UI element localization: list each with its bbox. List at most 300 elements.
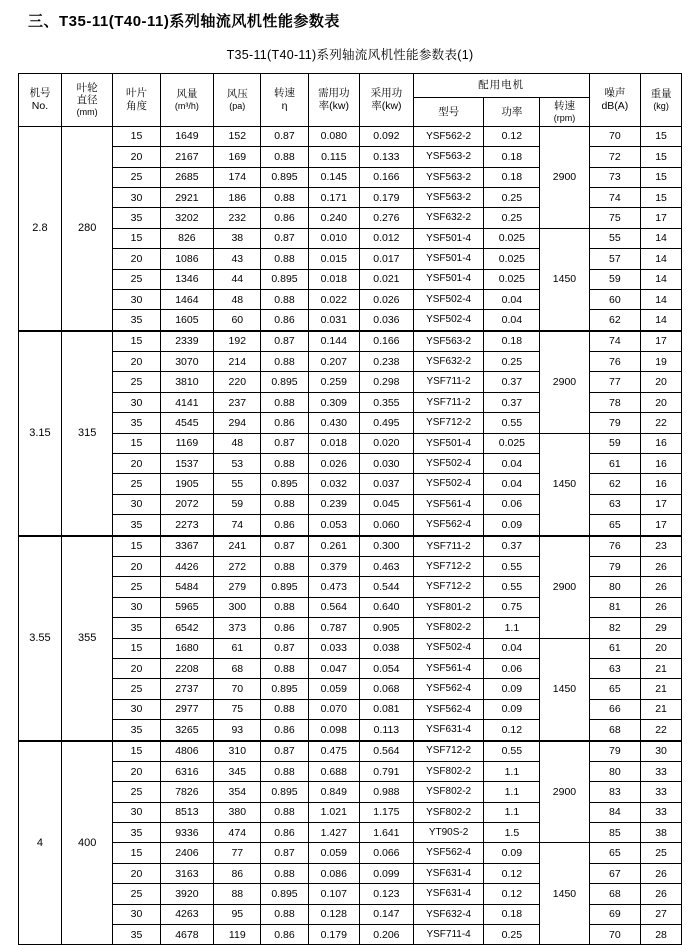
cell-required-power: 0.564 <box>308 597 359 617</box>
section-title: 三、T35-11(T40-11)系列轴流风机性能参数表 <box>28 13 340 30</box>
cell-pressure: 48 <box>214 289 261 309</box>
header-adopt-power <box>360 74 414 127</box>
cell-adopt-power: 0.060 <box>360 515 414 536</box>
cell-flow: 6542 <box>160 618 214 638</box>
cell-noise: 68 <box>589 884 640 904</box>
cell-adopt-power: 0.495 <box>360 413 414 433</box>
cell-efficiency: 0.87 <box>261 228 308 248</box>
cell-flow: 2406 <box>160 843 214 863</box>
cell-weight: 22 <box>641 720 682 741</box>
cell-pressure: 152 <box>214 126 261 146</box>
cell-impeller-diameter: 280 <box>61 126 112 330</box>
cell-motor-power: 0.25 <box>484 208 540 228</box>
cell-flow: 1905 <box>160 474 214 494</box>
cell-motor-power: 0.12 <box>484 720 540 741</box>
cell-noise: 80 <box>589 577 640 597</box>
cell-machine-no: 2.8 <box>19 126 62 330</box>
cell-pressure: 61 <box>214 638 261 658</box>
cell-motor-model: YSF502-4 <box>413 638 484 658</box>
cell-motor-model: YSF502-4 <box>413 454 484 474</box>
cell-motor-model: YSF802-2 <box>413 618 484 638</box>
cell-pressure: 74 <box>214 515 261 536</box>
cell-adopt-power: 0.026 <box>360 289 414 309</box>
cell-noise: 70 <box>589 126 640 146</box>
cell-weight: 15 <box>641 147 682 167</box>
cell-required-power: 0.128 <box>308 904 359 924</box>
cell-required-power: 0.053 <box>308 515 359 536</box>
cell-pressure: 237 <box>214 392 261 412</box>
cell-weight: 15 <box>641 167 682 187</box>
cell-required-power: 1.021 <box>308 802 359 822</box>
header-weight <box>641 74 682 127</box>
cell-machine-no: 3.15 <box>19 331 62 536</box>
cell-noise: 62 <box>589 474 640 494</box>
cell-weight: 28 <box>641 925 682 945</box>
cell-motor-speed: 1450 <box>540 228 589 330</box>
cell-weight: 27 <box>641 904 682 924</box>
header-machine-no-line2: No. <box>31 99 49 112</box>
cell-blade-angle: 35 <box>113 925 160 945</box>
cell-motor-speed: 2900 <box>540 741 589 843</box>
cell-flow: 1086 <box>160 249 214 269</box>
cell-motor-power: 0.04 <box>484 289 540 309</box>
cell-efficiency: 0.86 <box>261 823 308 843</box>
cell-required-power: 0.261 <box>308 536 359 557</box>
cell-motor-speed: 1450 <box>540 433 589 535</box>
cell-adopt-power: 0.544 <box>360 577 414 597</box>
cell-weight: 16 <box>641 454 682 474</box>
cell-flow: 1649 <box>160 126 214 146</box>
cell-weight: 26 <box>641 556 682 576</box>
header-noise-line1: 噪声 <box>604 87 626 100</box>
cell-noise: 61 <box>589 638 640 658</box>
cell-pressure: 119 <box>214 925 261 945</box>
cell-efficiency: 0.87 <box>261 331 308 352</box>
cell-adopt-power: 0.905 <box>360 618 414 638</box>
cell-weight: 22 <box>641 413 682 433</box>
cell-blade-angle: 30 <box>113 392 160 412</box>
table-row <box>19 843 682 863</box>
cell-motor-power: 0.18 <box>484 167 540 187</box>
table-caption: T35-11(T40-11)系列轴流风机性能参数表(1) <box>226 48 474 62</box>
cell-blade-angle: 25 <box>113 577 160 597</box>
cell-motor-power: 0.04 <box>484 310 540 331</box>
cell-noise: 83 <box>589 782 640 802</box>
cell-flow: 2339 <box>160 331 214 352</box>
cell-motor-model: YSF802-2 <box>413 782 484 802</box>
cell-required-power: 0.240 <box>308 208 359 228</box>
cell-flow: 3070 <box>160 352 214 372</box>
cell-flow: 2977 <box>160 699 214 719</box>
cell-weight: 29 <box>641 618 682 638</box>
cell-flow: 2208 <box>160 658 214 678</box>
cell-weight: 16 <box>641 474 682 494</box>
cell-efficiency: 0.88 <box>261 802 308 822</box>
cell-blade-angle: 15 <box>113 843 160 863</box>
cell-motor-model: YSF711-2 <box>413 392 484 412</box>
cell-required-power: 0.688 <box>308 761 359 781</box>
cell-motor-power: 0.04 <box>484 454 540 474</box>
cell-efficiency: 0.88 <box>261 761 308 781</box>
header-impeller-unit: (mm) <box>76 107 98 118</box>
cell-motor-speed: 2900 <box>540 126 589 228</box>
cell-noise: 77 <box>589 372 640 392</box>
cell-noise: 68 <box>589 720 640 741</box>
header-speed-line2: η <box>281 99 288 112</box>
cell-adopt-power: 0.300 <box>360 536 414 557</box>
cell-weight: 15 <box>641 126 682 146</box>
cell-pressure: 354 <box>214 782 261 802</box>
cell-noise: 63 <box>589 494 640 514</box>
cell-adopt-power: 0.179 <box>360 187 414 207</box>
cell-pressure: 59 <box>214 494 261 514</box>
cell-blade-angle: 30 <box>113 802 160 822</box>
cell-required-power: 0.015 <box>308 249 359 269</box>
cell-pressure: 43 <box>214 249 261 269</box>
cell-motor-power: 1.1 <box>484 618 540 638</box>
cell-required-power: 0.026 <box>308 454 359 474</box>
cell-noise: 80 <box>589 761 640 781</box>
cell-flow: 6316 <box>160 761 214 781</box>
cell-blade-angle: 15 <box>113 741 160 762</box>
cell-motor-model: YSF802-2 <box>413 761 484 781</box>
cell-motor-model: YSF632-2 <box>413 208 484 228</box>
cell-efficiency: 0.86 <box>261 925 308 945</box>
cell-adopt-power: 0.021 <box>360 269 414 289</box>
cell-motor-power: 0.75 <box>484 597 540 617</box>
cell-blade-angle: 15 <box>113 331 160 352</box>
cell-required-power: 0.070 <box>308 699 359 719</box>
cell-motor-model: YSF563-2 <box>413 331 484 352</box>
cell-motor-model: YSF711-2 <box>413 372 484 392</box>
cell-efficiency: 0.895 <box>261 577 308 597</box>
header-motor-speed-line1: 转速 <box>553 100 575 113</box>
cell-blade-angle: 25 <box>113 679 160 699</box>
cell-pressure: 474 <box>214 823 261 843</box>
cell-weight: 21 <box>641 658 682 678</box>
cell-required-power: 0.115 <box>308 147 359 167</box>
header-flow-line1: 风量 <box>176 88 198 101</box>
cell-motor-model: YSF712-2 <box>413 556 484 576</box>
cell-efficiency: 0.87 <box>261 126 308 146</box>
cell-pressure: 220 <box>214 372 261 392</box>
cell-required-power: 0.022 <box>308 289 359 309</box>
cell-motor-speed: 1450 <box>540 638 589 740</box>
cell-blade-angle: 35 <box>113 618 160 638</box>
cell-weight: 26 <box>641 577 682 597</box>
cell-noise: 85 <box>589 823 640 843</box>
cell-motor-model: YSF802-2 <box>413 802 484 822</box>
cell-blade-angle: 15 <box>113 433 160 453</box>
cell-motor-power: 0.025 <box>484 249 540 269</box>
cell-adopt-power: 0.123 <box>360 884 414 904</box>
cell-blade-angle: 35 <box>113 208 160 228</box>
cell-weight: 33 <box>641 761 682 781</box>
table-body <box>19 126 682 945</box>
cell-motor-power: 0.12 <box>484 863 540 883</box>
cell-pressure: 192 <box>214 331 261 352</box>
cell-weight: 17 <box>641 331 682 352</box>
cell-noise: 55 <box>589 228 640 248</box>
cell-pressure: 55 <box>214 474 261 494</box>
cell-weight: 20 <box>641 638 682 658</box>
cell-flow: 2273 <box>160 515 214 536</box>
cell-motor-model: YSF711-2 <box>413 536 484 557</box>
cell-weight: 25 <box>641 843 682 863</box>
cell-required-power: 0.032 <box>308 474 359 494</box>
cell-motor-power: 0.37 <box>484 536 540 557</box>
cell-motor-model: YSF562-4 <box>413 843 484 863</box>
cell-blade-angle: 15 <box>113 228 160 248</box>
cell-blade-angle: 30 <box>113 597 160 617</box>
cell-noise: 75 <box>589 208 640 228</box>
cell-motor-power: 1.1 <box>484 761 540 781</box>
cell-motor-power: 0.37 <box>484 372 540 392</box>
header-pressure-line1: 风压 <box>226 88 248 101</box>
cell-adopt-power: 0.092 <box>360 126 414 146</box>
header-pressure-unit: (pa) <box>229 100 246 111</box>
cell-pressure: 241 <box>214 536 261 557</box>
header-motor-power: 功率 <box>484 98 540 126</box>
cell-required-power: 0.849 <box>308 782 359 802</box>
cell-adopt-power: 0.036 <box>360 310 414 331</box>
cell-weight: 20 <box>641 392 682 412</box>
cell-adopt-power: 0.206 <box>360 925 414 945</box>
cell-efficiency: 0.88 <box>261 597 308 617</box>
table-row <box>19 741 682 762</box>
cell-weight: 19 <box>641 352 682 372</box>
header-pressure <box>214 74 261 127</box>
cell-required-power: 0.179 <box>308 925 359 945</box>
cell-motor-model: YT90S-2 <box>413 823 484 843</box>
cell-adopt-power: 0.463 <box>360 556 414 576</box>
cell-required-power: 0.145 <box>308 167 359 187</box>
cell-efficiency: 0.895 <box>261 782 308 802</box>
cell-blade-angle: 30 <box>113 494 160 514</box>
header-machine-no <box>19 74 62 127</box>
cell-adopt-power: 0.017 <box>360 249 414 269</box>
cell-efficiency: 0.88 <box>261 556 308 576</box>
cell-flow: 8513 <box>160 802 214 822</box>
cell-required-power: 0.010 <box>308 228 359 248</box>
fan-performance-table <box>18 73 682 945</box>
table-header <box>19 74 682 127</box>
cell-pressure: 60 <box>214 310 261 331</box>
cell-efficiency: 0.88 <box>261 187 308 207</box>
cell-motor-model: YSF502-4 <box>413 310 484 331</box>
cell-motor-speed: 1450 <box>540 843 589 945</box>
cell-motor-model: YSF563-2 <box>413 167 484 187</box>
cell-efficiency: 0.87 <box>261 638 308 658</box>
cell-blade-angle: 35 <box>113 413 160 433</box>
header-adopt-power-line1: 采用功 <box>370 87 403 100</box>
cell-weight: 14 <box>641 228 682 248</box>
cell-efficiency: 0.88 <box>261 147 308 167</box>
cell-pressure: 272 <box>214 556 261 576</box>
cell-motor-model: YSF711-4 <box>413 925 484 945</box>
cell-noise: 66 <box>589 699 640 719</box>
cell-pressure: 68 <box>214 658 261 678</box>
cell-motor-model: YSF631-4 <box>413 884 484 904</box>
cell-weight: 30 <box>641 741 682 762</box>
cell-motor-power: 0.55 <box>484 413 540 433</box>
cell-adopt-power: 0.038 <box>360 638 414 658</box>
cell-noise: 79 <box>589 556 640 576</box>
cell-noise: 59 <box>589 269 640 289</box>
header-machine-no-line1: 机号 <box>29 87 51 100</box>
table-row <box>19 638 682 658</box>
cell-flow: 1346 <box>160 269 214 289</box>
header-row-1 <box>19 74 682 98</box>
cell-adopt-power: 0.147 <box>360 904 414 924</box>
cell-required-power: 0.086 <box>308 863 359 883</box>
cell-motor-model: YSF712-2 <box>413 577 484 597</box>
cell-weight: 26 <box>641 884 682 904</box>
cell-impeller-diameter: 400 <box>61 741 112 945</box>
header-blade-angle <box>113 74 160 127</box>
cell-flow: 7826 <box>160 782 214 802</box>
cell-adopt-power: 0.298 <box>360 372 414 392</box>
cell-blade-angle: 20 <box>113 556 160 576</box>
cell-flow: 1605 <box>160 310 214 331</box>
cell-motor-model: YSF561-4 <box>413 658 484 678</box>
cell-motor-power: 0.025 <box>484 269 540 289</box>
cell-flow: 5965 <box>160 597 214 617</box>
cell-motor-model: YSF562-2 <box>413 126 484 146</box>
cell-weight: 26 <box>641 597 682 617</box>
cell-blade-angle: 20 <box>113 352 160 372</box>
cell-adopt-power: 0.988 <box>360 782 414 802</box>
cell-motor-model: YSF632-4 <box>413 904 484 924</box>
header-noise <box>589 74 640 127</box>
header-required-power <box>308 74 359 127</box>
cell-efficiency: 0.895 <box>261 269 308 289</box>
cell-efficiency: 0.88 <box>261 494 308 514</box>
cell-motor-power: 0.04 <box>484 474 540 494</box>
table-row <box>19 331 682 352</box>
cell-required-power: 0.047 <box>308 658 359 678</box>
cell-pressure: 310 <box>214 741 261 762</box>
cell-blade-angle: 20 <box>113 761 160 781</box>
cell-flow: 826 <box>160 228 214 248</box>
header-motor-speed <box>540 98 589 126</box>
cell-flow: 3202 <box>160 208 214 228</box>
cell-adopt-power: 0.068 <box>360 679 414 699</box>
cell-flow: 1169 <box>160 433 214 453</box>
cell-weight: 21 <box>641 699 682 719</box>
cell-blade-angle: 35 <box>113 515 160 536</box>
cell-noise: 67 <box>589 863 640 883</box>
header-flow <box>160 74 214 127</box>
cell-pressure: 380 <box>214 802 261 822</box>
cell-efficiency: 0.895 <box>261 474 308 494</box>
header-weight-line1: 重量 <box>650 88 672 101</box>
header-motor-speed-unit: (rpm) <box>553 112 576 123</box>
cell-pressure: 373 <box>214 618 261 638</box>
cell-flow: 2737 <box>160 679 214 699</box>
header-weight-unit: (kg) <box>653 100 669 111</box>
cell-motor-power: 0.12 <box>484 126 540 146</box>
cell-efficiency: 0.86 <box>261 413 308 433</box>
cell-weight: 33 <box>641 802 682 822</box>
cell-motor-model: YSF563-2 <box>413 147 484 167</box>
cell-adopt-power: 0.012 <box>360 228 414 248</box>
page-root <box>0 10 700 941</box>
cell-pressure: 53 <box>214 454 261 474</box>
cell-flow: 1537 <box>160 454 214 474</box>
cell-blade-angle: 25 <box>113 782 160 802</box>
cell-noise: 74 <box>589 187 640 207</box>
cell-weight: 20 <box>641 372 682 392</box>
cell-motor-model: YSF712-2 <box>413 413 484 433</box>
cell-motor-power: 1.1 <box>484 802 540 822</box>
cell-noise: 76 <box>589 352 640 372</box>
cell-required-power: 0.098 <box>308 720 359 741</box>
cell-motor-model: YSF501-4 <box>413 433 484 453</box>
cell-motor-power: 0.25 <box>484 925 540 945</box>
cell-efficiency: 0.87 <box>261 433 308 453</box>
cell-noise: 59 <box>589 433 640 453</box>
header-impeller-line2: 直径 <box>76 94 98 107</box>
cell-weight: 17 <box>641 515 682 536</box>
cell-motor-power: 0.025 <box>484 433 540 453</box>
header-blade-angle-line1: 叶片 <box>125 87 147 100</box>
cell-required-power: 0.059 <box>308 843 359 863</box>
cell-noise: 76 <box>589 536 640 557</box>
cell-required-power: 1.427 <box>308 823 359 843</box>
cell-pressure: 48 <box>214 433 261 453</box>
cell-blade-angle: 35 <box>113 310 160 331</box>
cell-adopt-power: 0.030 <box>360 454 414 474</box>
cell-blade-angle: 25 <box>113 884 160 904</box>
cell-weight: 14 <box>641 310 682 331</box>
cell-efficiency: 0.895 <box>261 679 308 699</box>
cell-required-power: 0.475 <box>308 741 359 762</box>
cell-efficiency: 0.88 <box>261 289 308 309</box>
cell-efficiency: 0.88 <box>261 904 308 924</box>
cell-motor-power: 0.18 <box>484 331 540 352</box>
cell-motor-model: YSF502-4 <box>413 289 484 309</box>
table-row <box>19 126 682 146</box>
header-motor-group: 配用电机 <box>413 74 589 98</box>
cell-pressure: 77 <box>214 843 261 863</box>
cell-machine-no: 3.55 <box>19 536 62 741</box>
cell-flow: 2685 <box>160 167 214 187</box>
cell-motor-power: 0.04 <box>484 638 540 658</box>
cell-noise: 65 <box>589 515 640 536</box>
cell-required-power: 0.080 <box>308 126 359 146</box>
cell-flow: 2072 <box>160 494 214 514</box>
header-adopt-power-line2: 率(kw) <box>371 99 402 112</box>
cell-adopt-power: 0.113 <box>360 720 414 741</box>
cell-pressure: 93 <box>214 720 261 741</box>
header-flow-unit: (m³/h) <box>174 100 199 111</box>
cell-weight: 23 <box>641 536 682 557</box>
cell-weight: 17 <box>641 494 682 514</box>
cell-weight: 16 <box>641 433 682 453</box>
cell-required-power: 0.787 <box>308 618 359 638</box>
table-row <box>19 433 682 453</box>
cell-motor-power: 0.18 <box>484 904 540 924</box>
cell-flow: 4545 <box>160 413 214 433</box>
cell-required-power: 0.031 <box>308 310 359 331</box>
table-row <box>19 536 682 557</box>
cell-motor-power: 0.25 <box>484 187 540 207</box>
cell-flow: 4426 <box>160 556 214 576</box>
cell-required-power: 0.144 <box>308 331 359 352</box>
cell-required-power: 0.259 <box>308 372 359 392</box>
cell-required-power: 0.107 <box>308 884 359 904</box>
